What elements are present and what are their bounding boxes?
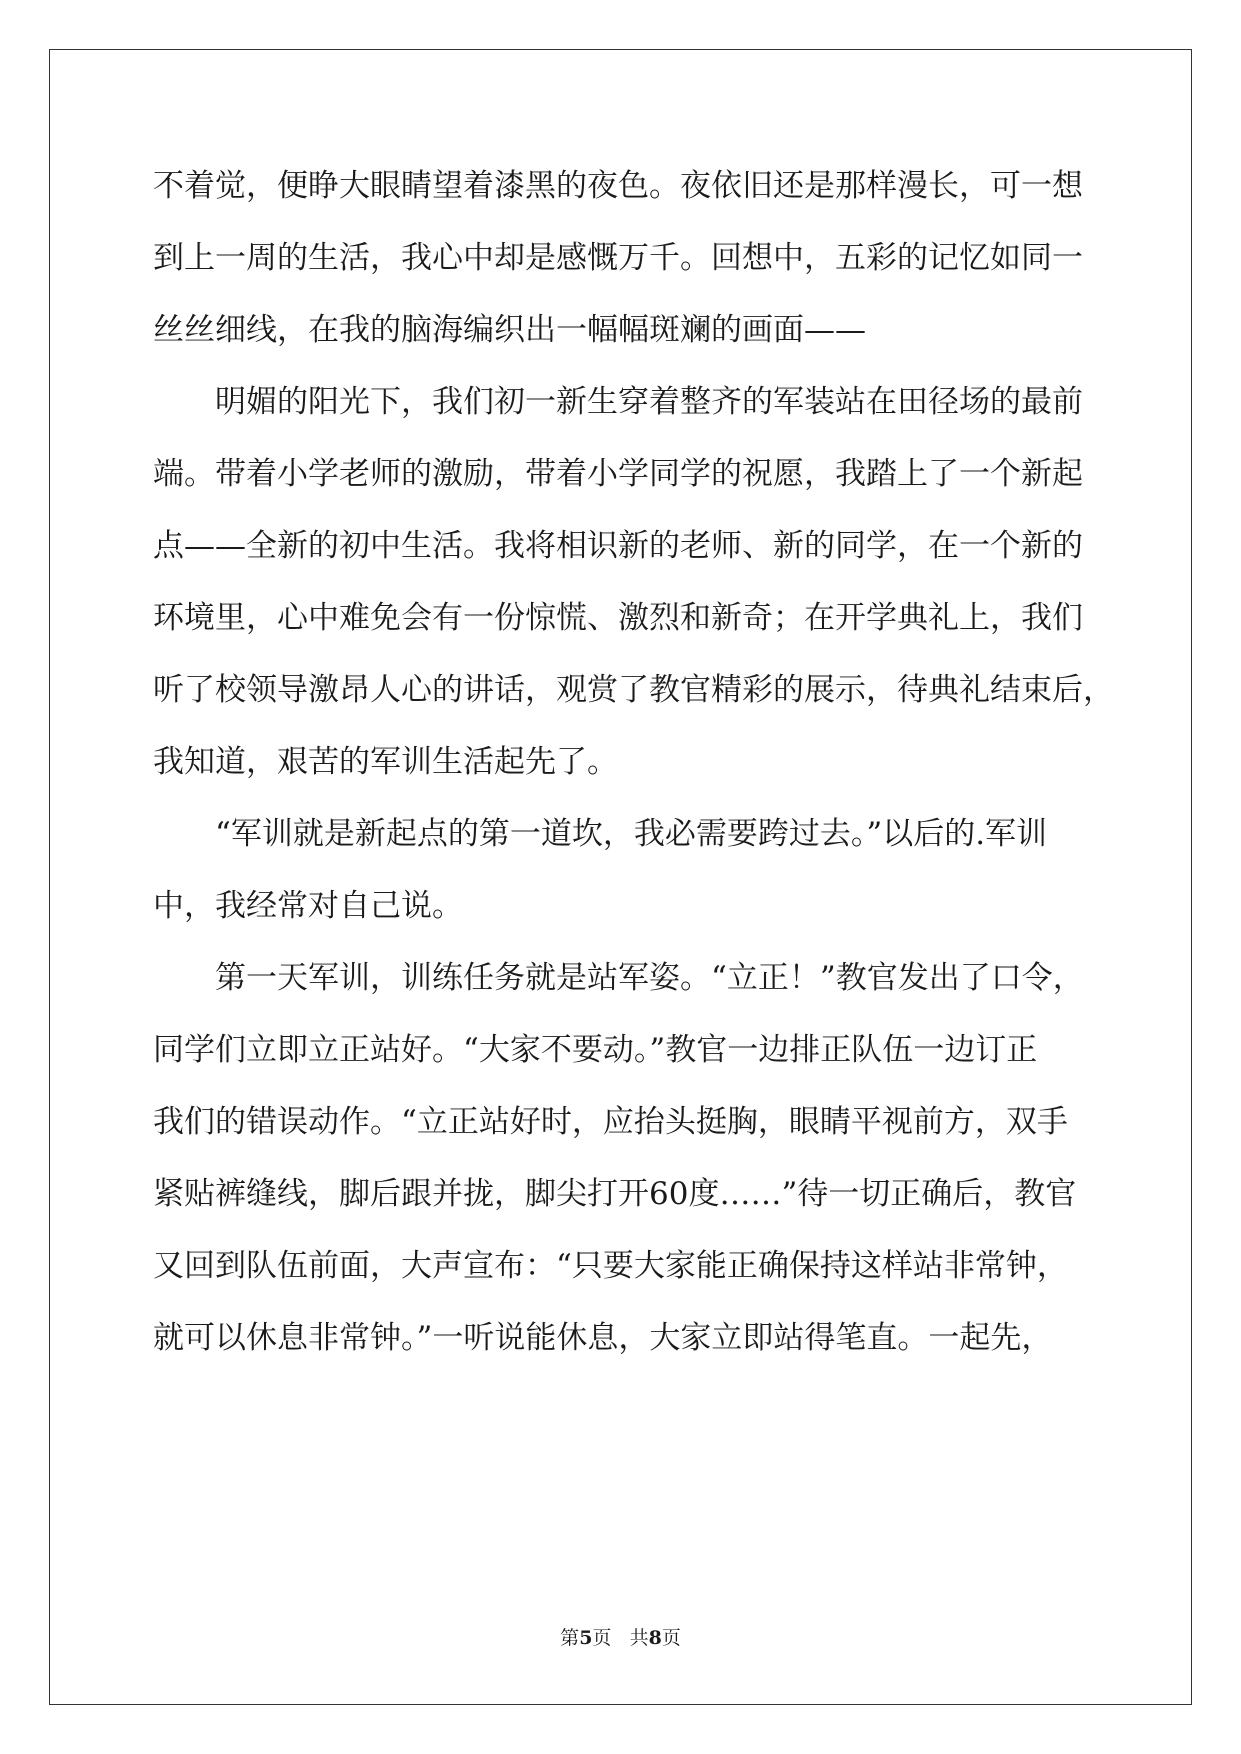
total-prefix: 共: [629, 1627, 649, 1649]
text-line: 到上一周的生活，我心中却是感慨万千。回想中，五彩的记忆如同一: [153, 240, 1083, 276]
text-line: 环境里，心中难免会有一份惊慌、激烈和新奇；在开学典礼上，我们: [153, 600, 1083, 636]
text-line: 我知道，艰苦的军训生活起先了。: [153, 744, 618, 780]
page-suffix: 页: [592, 1627, 612, 1649]
text-line: 又回到队伍前面，大声宣布：“只要大家能正确保持这样站非常钟，: [153, 1248, 1068, 1284]
page-border: [49, 49, 1192, 1705]
text-line: 就可以休息非常钟。”一听说能休息，大家立即站得笔直。一起先，: [153, 1320, 1053, 1356]
text-line: 不着觉，便睁大眼睛望着漆黑的夜色。夜依旧还是那样漫长，可一想: [153, 168, 1083, 204]
text-line: 第一天军训，训练任务就是站军姿。“立正！”教官发出了口令，: [153, 960, 1084, 996]
total-suffix: 页: [661, 1627, 681, 1649]
text-line: 端。带着小学老师的激励，带着小学同学的祝愿，我踏上了一个新起: [153, 456, 1083, 492]
text-line: 点——全新的初中生活。我将相识新的老师、新的同学，在一个新的: [153, 528, 1083, 564]
page-prefix: 第: [560, 1627, 580, 1649]
text-line: 紧贴裤缝线，脚后跟并拢，脚尖打开60度……”待一切正确后，教官: [153, 1176, 1077, 1212]
text-line: 我们的错误动作。“立正站好时，应抬头挺胸，眼睛平视前方，双手: [153, 1104, 1068, 1140]
page-current: 5: [579, 1627, 593, 1649]
text-line: 同学们立即立正站好。“大家不要动。”教官一边排正队伍一边订正: [153, 1032, 1038, 1068]
text-line: 丝丝细线，在我的脑海编织出一幅幅斑斓的画面——: [153, 312, 866, 348]
page-total: 8: [648, 1627, 662, 1649]
text-line: 听了校领导激昂人心的讲话，观赏了教官精彩的展示，待典礼结束后，: [153, 672, 1114, 708]
text-line: “军训就是新起点的第一道坎，我必需要跨过去。”以后的.军训: [153, 816, 1048, 852]
text-line: 中，我经常对自己说。: [153, 888, 463, 924]
page-footer: [0, 1623, 1241, 1650]
text-line: 明媚的阳光下，我们初一新生穿着整齐的军装站在田径场的最前: [153, 384, 1083, 420]
